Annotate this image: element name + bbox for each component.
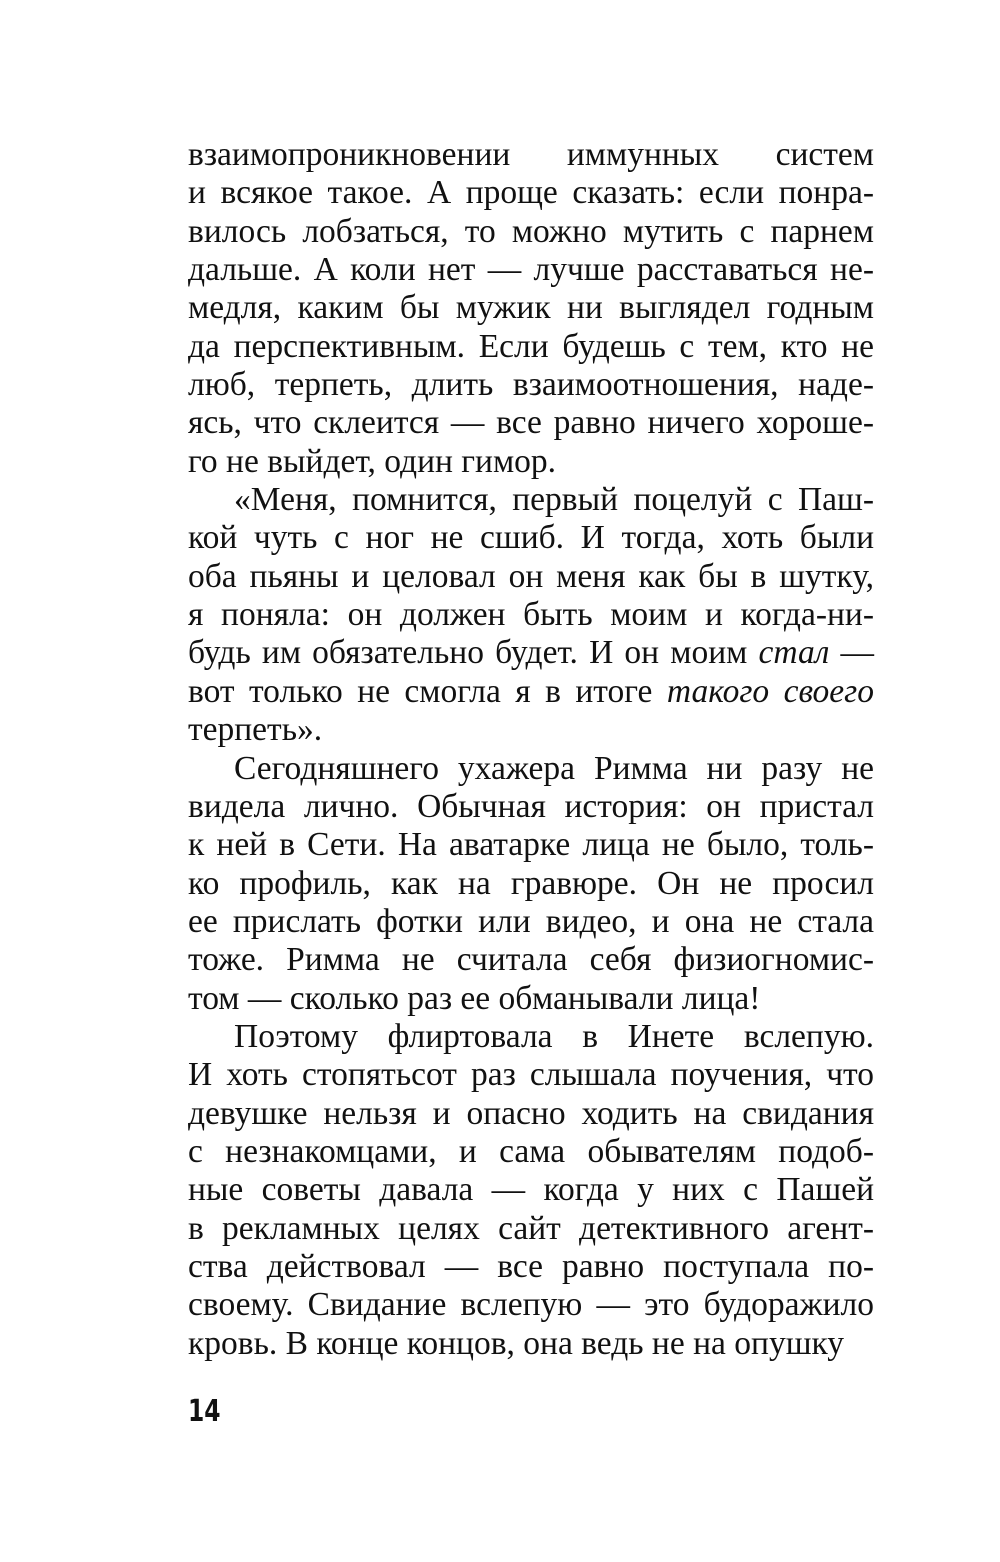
text-line	[188, 1286, 874, 1324]
text-segment: кровь. В конце концов, она ведь не на опушку	[188, 1324, 845, 1362]
text-segment: люб, терпеть, длить взаимоотношения, наде-	[188, 366, 874, 404]
text-line	[188, 213, 874, 251]
text-segment: кой чуть с ног не сшиб. И тогда, хоть были	[188, 519, 874, 557]
text-line	[188, 328, 874, 366]
text-segment: Сегодняшнего ухажера Римма ни разу не	[234, 749, 874, 787]
text-line	[188, 443, 874, 481]
text-line	[188, 404, 874, 442]
text-line	[188, 481, 874, 519]
text-segment: го не выйдет, один гимор.	[188, 442, 557, 480]
text-line	[188, 251, 874, 289]
text-segment: своему. Свидание вслепую — это будоражило	[188, 1286, 874, 1324]
text-segment: медля, каким бы мужик ни выглядел годным	[188, 289, 874, 327]
body-text	[188, 136, 874, 1363]
text-line	[188, 711, 874, 749]
text-line	[188, 596, 874, 634]
text-line	[188, 1171, 874, 1209]
paragraph	[188, 750, 874, 1018]
paragraph	[188, 136, 874, 481]
text-segment: и всякое такое. А проще сказать: если понра-	[188, 174, 874, 212]
text-line	[188, 1248, 874, 1286]
text-segment: дальше. А коли нет — лучше расставаться не-	[188, 251, 874, 289]
italic-segment: стал	[758, 634, 830, 672]
text-line	[188, 980, 874, 1018]
text-segment: тоже. Римма не считала себя физиогномис-	[188, 941, 874, 979]
text-segment: ные советы давала — когда у них с Пашей	[188, 1171, 874, 1209]
text-line	[188, 136, 874, 174]
text-line	[188, 826, 874, 864]
text-line	[188, 289, 874, 327]
text-segment: с незнакомцами, и сама обывателям подоб-	[188, 1132, 874, 1170]
text-line	[188, 941, 874, 979]
text-line	[188, 174, 874, 212]
text-line	[188, 903, 874, 941]
text-segment: ства действовал — все равно поступала по-	[188, 1247, 874, 1285]
text-line	[188, 1095, 874, 1133]
text-segment: терпеть».	[188, 711, 323, 749]
page-number: 14	[188, 1394, 221, 1429]
text-segment: том — сколько раз ее обманывали лица!	[188, 979, 761, 1017]
text-segment: к ней в Сети. На аватарке лица не было, толь-	[188, 826, 874, 864]
text-line	[188, 634, 874, 672]
paragraph	[188, 481, 874, 749]
text-segment: девушке нельзя и опасно ходить на свидания	[188, 1094, 874, 1132]
text-segment: Поэтому флиртовала в Инете вслепую.	[234, 1017, 874, 1055]
text-line	[188, 1210, 874, 1248]
text-line	[188, 1133, 874, 1171]
italic-segment: такого своего	[666, 672, 874, 710]
text-segment: будь им обязательно будет. И он моим	[188, 634, 759, 672]
text-line	[188, 366, 874, 404]
text-segment: оба пьяны и целовал он меня как бы в шутку,	[188, 557, 874, 595]
text-segment: вот только не смогла я в итоге	[188, 672, 667, 710]
text-segment: да перспективным. Если будешь с тем, кто не	[188, 327, 874, 365]
text-segment: в рекламных целях сайт детективного агент-	[188, 1209, 874, 1247]
text-segment: «Меня, помнится, первый поцелуй с Паш-	[234, 481, 874, 519]
text-line	[188, 519, 874, 557]
text-segment: ко профиль, как на гравюре. Он не просил	[188, 864, 874, 902]
text-segment: —	[829, 634, 874, 672]
text-segment: ее прислать фотки или видео, и она не стала	[188, 902, 874, 940]
text-segment: взаимопроникновении иммунных систем	[188, 136, 874, 173]
text-segment: ясь, что склеится — все равно ничего хороше-	[188, 404, 874, 442]
text-segment: видела лично. Обычная история: он пристал	[188, 787, 874, 825]
paragraph	[188, 1018, 874, 1363]
text-line	[188, 1325, 874, 1363]
text-line	[188, 673, 874, 711]
text-segment: вилось лобзаться, то можно мутить с парнем	[188, 212, 874, 250]
text-segment: И хоть стопятьсот раз слышала поучения, что	[188, 1056, 874, 1094]
text-line	[188, 788, 874, 826]
text-line	[188, 865, 874, 903]
text-segment: я поняла: он должен быть моим и когда-ни-	[188, 596, 874, 634]
text-line	[188, 1018, 874, 1056]
text-line	[188, 750, 874, 788]
text-line	[188, 1056, 874, 1094]
text-line	[188, 558, 874, 596]
